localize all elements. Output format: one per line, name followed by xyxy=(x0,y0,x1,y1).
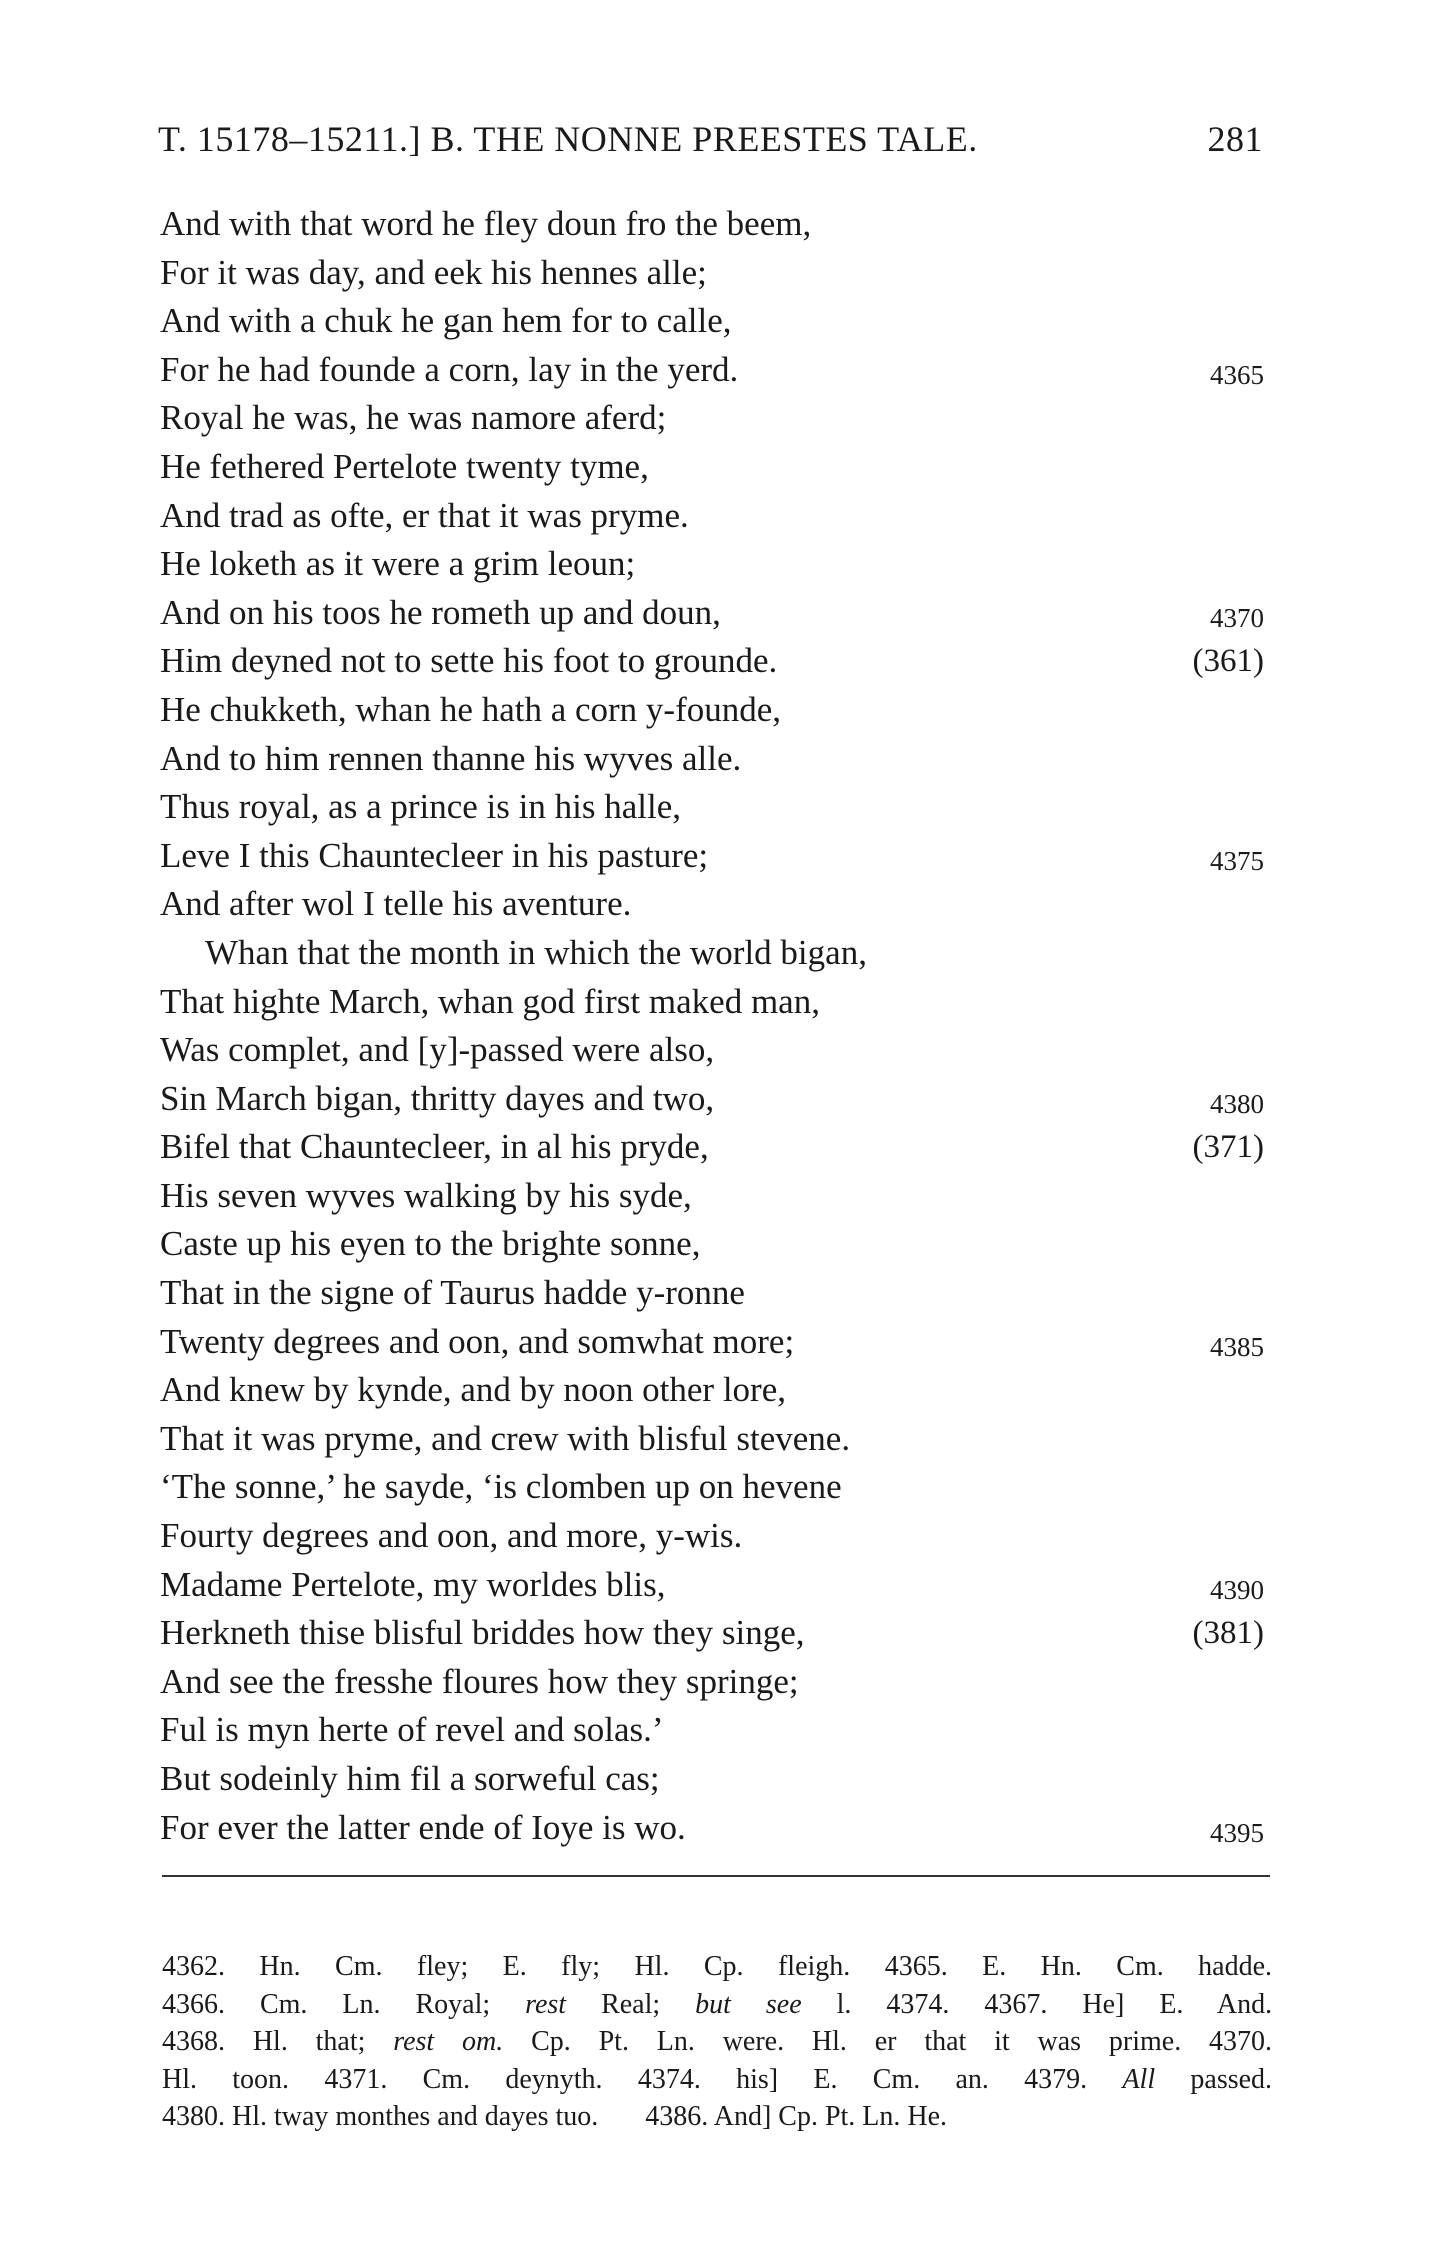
group-line-reference: (371) xyxy=(1192,1129,1264,1166)
line-number: 4365 xyxy=(1210,359,1264,390)
poem-line xyxy=(160,589,1270,638)
running-header xyxy=(158,118,1263,178)
poem-line-text: He loketh as it were a grim leoun; xyxy=(160,544,636,584)
poem-line-text: His seven wyves walking by his syde, xyxy=(160,1175,692,1215)
poem-line-text: Thus royal, as a prince is in his halle, xyxy=(160,787,681,827)
poem-line-text: For ever the latter ende of Ioye is wo. xyxy=(160,1807,686,1847)
poem-line xyxy=(160,297,1270,346)
footnote: Real; xyxy=(601,1988,661,2020)
footnote-line xyxy=(162,1948,1272,1986)
footnote-italic: All xyxy=(1122,2063,1156,2095)
footnote: 4374. his] E. Cm. an. xyxy=(637,2063,989,2095)
poem-line xyxy=(160,1804,1270,1853)
footnote: 4386. And] Cp. Pt. Ln. He. xyxy=(645,2101,948,2132)
poem-line-text: Bifel that Chauntecleer, in al his pryde, xyxy=(160,1127,709,1167)
footnote: Cp. Pt. Ln. were. Hl. er that it was prime. xyxy=(531,2026,1182,2057)
poem-line-text: And trad as ofte, er that it was pryme. xyxy=(160,495,689,535)
poem-line xyxy=(160,249,1270,298)
poem-line-text: Herkneth thise blisful briddes how they singe, xyxy=(160,1613,805,1653)
poem-line xyxy=(160,978,1270,1027)
poem-line xyxy=(160,540,1270,589)
footnote-line xyxy=(162,2098,1272,2136)
footnote-italic: but see xyxy=(695,1988,802,2020)
footnote: passed. xyxy=(1190,2063,1273,2095)
poem-line xyxy=(160,1123,1270,1172)
line-number: 4390 xyxy=(1210,1574,1264,1605)
poem-line xyxy=(160,929,1270,978)
poem-line xyxy=(160,1706,1270,1755)
footnote-line xyxy=(162,1986,1272,2024)
poem-line-text: He fethered Pertelote twenty tyme, xyxy=(160,446,649,486)
footnote: Hl. toon. xyxy=(162,2063,290,2095)
poem-line-text: Fourty degrees and oon, and more, y-wis. xyxy=(160,1516,743,1556)
poem-line-text: That it was pryme, and crew with blisful stevene. xyxy=(160,1418,851,1458)
poem-line xyxy=(160,200,1270,249)
poem-line xyxy=(160,637,1270,686)
footnote-line xyxy=(162,2023,1272,2061)
footnote-line xyxy=(162,2061,1272,2099)
poem-line xyxy=(160,1415,1270,1464)
poem-line-text: And on his toos he rometh up and doun, xyxy=(160,592,721,632)
page-number: 281 xyxy=(1207,119,1263,159)
poem-line-text: And after wol I telle his aventure. xyxy=(160,884,632,924)
poem-line xyxy=(160,1172,1270,1221)
footnote: 4366. Cm. Ln. Royal; xyxy=(162,1988,491,2020)
poem-text xyxy=(160,200,1270,1852)
poem-line xyxy=(160,346,1270,395)
line-number: 4375 xyxy=(1210,845,1264,876)
poem-line-text: And with that word he fley doun fro the beem, xyxy=(160,204,812,243)
poem-line-text: Twenty degrees and oon, and somwhat more; xyxy=(160,1321,795,1361)
footnote: 4362. Hn. Cm. fley; E. fly; Hl. Cp. fleigh. xyxy=(162,1951,851,1982)
poem-line-text: Was complet, and [y]-passed were also, xyxy=(160,1030,715,1070)
poem-line-text: For it was day, and eek his hennes alle; xyxy=(160,252,707,292)
poem-line xyxy=(160,1366,1270,1415)
poem-line-text: Caste up his eyen to the brighte sonne, xyxy=(160,1224,701,1264)
poem-line xyxy=(160,686,1270,735)
footnote: 4370. xyxy=(1209,2026,1273,2057)
line-number: 4380 xyxy=(1210,1088,1264,1119)
poem-line xyxy=(160,1075,1270,1124)
poem-line-text: He chukketh, whan he hath a corn y-founde, xyxy=(160,689,782,729)
line-number: 4370 xyxy=(1210,602,1264,633)
footnote: 4368. Hl. that; xyxy=(162,2026,366,2057)
poem-line xyxy=(160,443,1270,492)
footnote: 4379. xyxy=(1024,2063,1088,2095)
poem-line-text: Royal he was, he was namore aferd; xyxy=(160,398,667,438)
poem-line xyxy=(160,1561,1270,1610)
footnote: 4367. He] E. And. xyxy=(984,1988,1273,2020)
footnote-italic: rest om. xyxy=(393,2026,504,2057)
poem-line xyxy=(160,1609,1270,1658)
footnote: 4371. Cm. deynyth. xyxy=(324,2063,603,2095)
poem-line xyxy=(160,1026,1270,1075)
poem-line-text: And to him rennen thanne his wyves alle. xyxy=(160,738,742,778)
footnote-divider xyxy=(162,1875,1270,1877)
poem-line-text: Madame Pertelote, my worldes blis, xyxy=(160,1564,666,1604)
footnote-italic: rest xyxy=(525,1988,567,2020)
poem-line xyxy=(160,1512,1270,1561)
poem-line xyxy=(160,1318,1270,1367)
poem-line-text: And with a chuk he gan hem for to calle, xyxy=(160,301,732,341)
poem-line xyxy=(160,1658,1270,1707)
poem-line-text: For he had founde a corn, lay in the yerd. xyxy=(160,349,739,389)
poem-line xyxy=(160,492,1270,541)
poem-line-text: Whan that the month in which the world bigan, xyxy=(205,932,867,972)
header-title: T. 15178–15211.] B. THE NONNE PREESTES TALE. xyxy=(158,119,978,159)
poem-line-text: ‘The sonne,’ he sayde, ‘is clomben up on hevene xyxy=(160,1467,842,1507)
footnote: 4365. E. Hn. Cm. hadde. xyxy=(884,1951,1272,1982)
poem-line-text: Him deyned not to sette his foot to grounde. xyxy=(160,641,778,681)
poem-line-text: That highte March, whan god first maked man, xyxy=(160,981,820,1021)
poem-line-text: That in the signe of Taurus hadde y-ronne xyxy=(160,1273,745,1313)
poem-line-text: Ful is myn herte of revel and solas.’ xyxy=(160,1710,664,1750)
line-number: 4395 xyxy=(1210,1817,1264,1848)
footnotes xyxy=(162,1948,1272,2136)
footnote: l. 4374. xyxy=(836,1988,950,2020)
poem-line xyxy=(160,832,1270,881)
poem-line xyxy=(160,394,1270,443)
poem-line xyxy=(160,1220,1270,1269)
poem-line-text: But sodeinly him fil a sorweful cas; xyxy=(160,1759,660,1798)
poem-line-text: Sin March bigan, thritty dayes and two, xyxy=(160,1078,715,1118)
poem-line-text: And see the fresshe floures how they springe; xyxy=(160,1661,799,1701)
poem-line-text: And knew by kynde, and by noon other lore, xyxy=(160,1370,786,1410)
poem-line xyxy=(160,880,1270,929)
poem-line xyxy=(160,783,1270,832)
poem-line xyxy=(160,1463,1270,1512)
line-number: 4385 xyxy=(1210,1331,1264,1362)
poem-line-text: Leve I this Chauntecleer in his pasture; xyxy=(160,835,709,875)
poem-line xyxy=(160,735,1270,784)
group-line-reference: (361) xyxy=(1192,643,1264,680)
poem-line xyxy=(160,1755,1270,1804)
footnote: 4380. Hl. tway monthes and dayes tuo. xyxy=(162,2101,599,2132)
poem-line xyxy=(160,1269,1270,1318)
group-line-reference: (381) xyxy=(1192,1615,1264,1652)
